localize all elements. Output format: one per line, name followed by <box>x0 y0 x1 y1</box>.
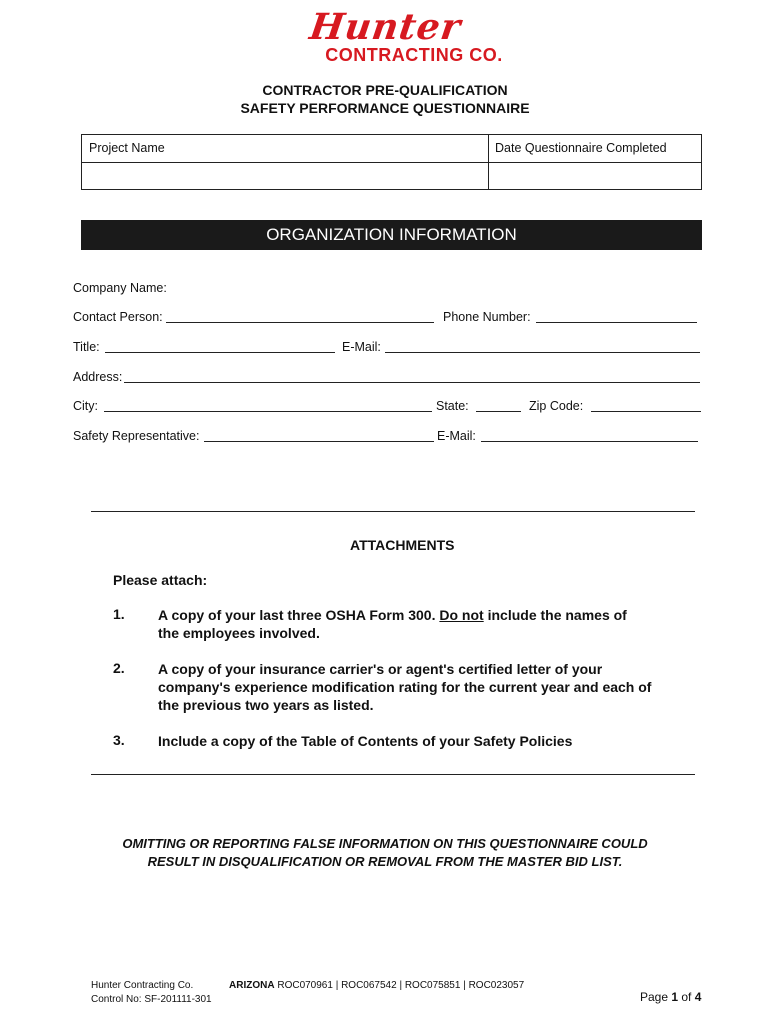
contact-person-field[interactable] <box>166 322 434 323</box>
attachment-item-2-line1: A copy of your insurance carrier's or agent's certified letter of your <box>158 661 603 677</box>
phone-number-label: Phone Number: <box>443 310 531 324</box>
date-completed-label: Date Questionnaire Completed <box>495 141 667 155</box>
form-title-line1: CONTRACTOR PRE-QUALIFICATION <box>262 82 508 98</box>
form-title-line2: SAFETY PERFORMANCE QUESTIONNAIRE <box>240 100 530 116</box>
section-divider-top <box>91 511 695 512</box>
attachment-item-3-number: 3. <box>113 732 125 748</box>
section-divider-bottom <box>91 774 695 775</box>
project-info-table <box>81 134 702 190</box>
company-logo <box>0 8 770 66</box>
project-name-field[interactable] <box>83 164 485 188</box>
safety-rep-email-field[interactable] <box>481 441 698 442</box>
title-label: Title: <box>73 340 100 354</box>
address-field[interactable] <box>124 382 700 383</box>
email-label: E-Mail: <box>342 340 381 354</box>
logo-subtext: CONTRACTING CO. <box>325 45 503 65</box>
date-completed-field[interactable] <box>491 164 699 188</box>
table-divider <box>82 162 701 163</box>
attachment-item-1-number: 1. <box>113 606 125 622</box>
state-field[interactable] <box>476 411 521 412</box>
attachment-item-2-number: 2. <box>113 660 125 676</box>
safety-representative-label: Safety Representative: <box>73 429 200 443</box>
contact-person-label: Contact Person: <box>73 310 163 324</box>
safety-representative-field[interactable] <box>204 441 434 442</box>
address-label: Address: <box>73 370 123 384</box>
please-attach-label: Please attach: <box>113 572 208 588</box>
zip-code-label: Zip Code: <box>529 399 584 413</box>
state-label: State: <box>436 399 469 413</box>
attachment-item-2-line2: company's experience modification rating for the current year and each of <box>158 679 652 695</box>
title-field[interactable] <box>105 352 335 353</box>
attachment-item-1-line1: A copy of your last three OSHA Form 300. Do not include the names of <box>158 607 627 623</box>
table-column-divider <box>488 135 489 189</box>
organization-section-header: ORGANIZATION INFORMATION <box>81 220 702 250</box>
attachment-item-2-line3: the previous two years as listed. <box>158 697 374 713</box>
footer-control-number: Control No: SF-201111-301 <box>91 994 212 1005</box>
warning-line1: OMITTING OR REPORTING FALSE INFORMATION ON THIS QUESTIONNAIRE COULD <box>122 836 648 851</box>
email-field[interactable] <box>385 352 700 353</box>
project-name-label: Project Name <box>89 141 165 155</box>
attachment-item-3-line1: Include a copy of the Table of Contents of your Safety Policies <box>158 733 573 749</box>
company-name-field[interactable] <box>172 278 700 296</box>
attachment-item-1-line2: the employees involved. <box>158 625 320 641</box>
city-label: City: <box>73 399 98 413</box>
logo-script-text: Hunter <box>306 6 464 48</box>
zip-code-field[interactable] <box>591 411 701 412</box>
safety-rep-email-label: E-Mail: <box>437 429 476 443</box>
warning-line2: RESULT IN DISQUALIFICATION OR REMOVAL FROM THE MASTER BID LIST. <box>147 854 623 869</box>
city-field[interactable] <box>104 411 432 412</box>
footer-licenses: ARIZONA ROC070961 | ROC067542 | ROC075851 | ROC023057 <box>229 980 525 991</box>
attachments-title: ATTACHMENTS <box>350 537 455 553</box>
phone-number-field[interactable] <box>536 322 697 323</box>
page-number: Page 1 of 4 <box>640 990 702 1004</box>
footer-company-name: Hunter Contracting Co. <box>91 980 194 991</box>
company-name-label: Company Name: <box>73 281 167 295</box>
